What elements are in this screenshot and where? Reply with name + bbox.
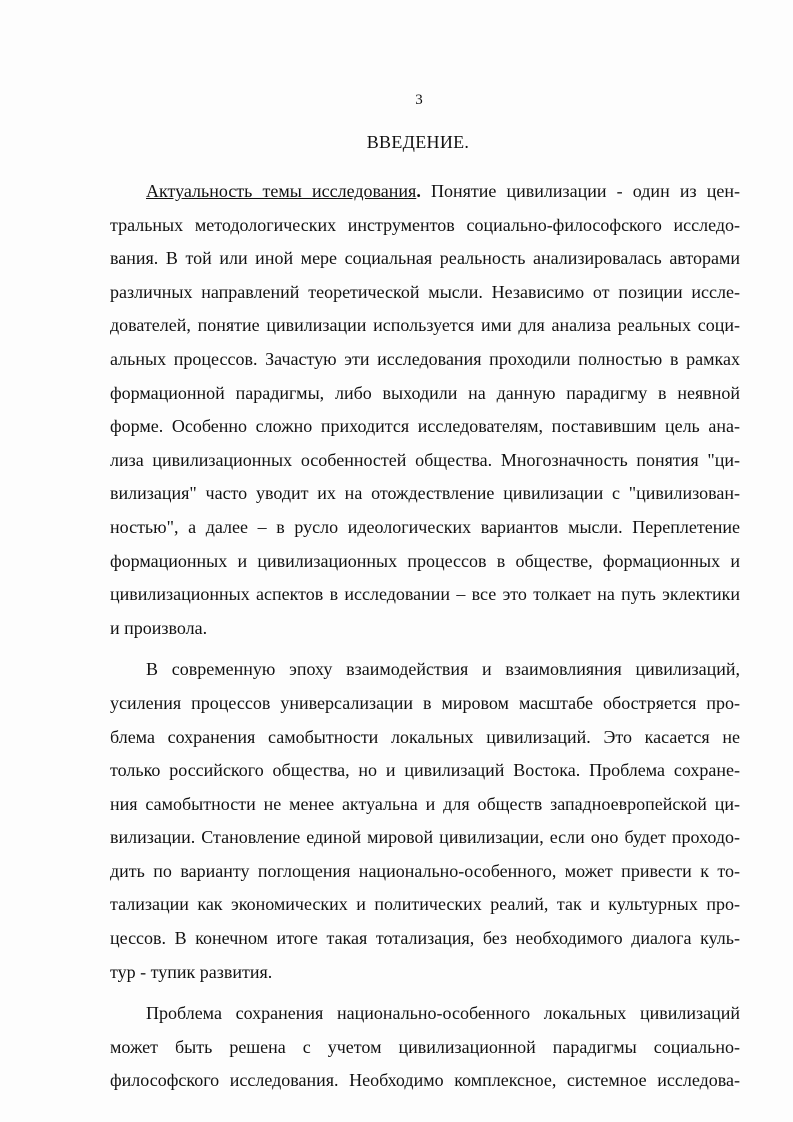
paragraph-3-line: Проблема сохранения национально-особенного локальных цивилизаций: [146, 1003, 740, 1024]
page-number: 3: [415, 92, 423, 108]
paragraph-1-line-1-rest: Понятие цивилизации - один из цен-: [420, 181, 740, 201]
paragraph-2-line: тализации как экономических и политических реалий, так и культурных про-: [110, 894, 740, 915]
paragraph-2-line: В современную эпоху взаимодействия и взаимовлияния цивилизаций,: [146, 659, 740, 680]
paragraph-2-line: цессов. В конечном итоге такая тотализация, без необходимого диалога куль-: [110, 928, 740, 949]
paragraph-3-line: может быть решена с учетом цивилизационной парадигмы социально-: [110, 1036, 740, 1057]
paragraph-1-line: форме. Особенно сложно приходится исследователям, поставившим цель ана-: [110, 416, 740, 437]
page-title: ВВЕДЕНИЕ.: [366, 132, 470, 152]
paragraph-2-line: только российского общества, но и цивилизаций Востока. Проблема сохране-: [110, 760, 740, 781]
paragraph-1-line: дователей, понятие цивилизации используется ими для анализа реальных соци-: [110, 315, 740, 336]
paragraph-2-line: усиления процессов универсализации в мировом масштабе обостряется про-: [110, 692, 740, 713]
paragraph-1-line: лиза цивилизационных особенностей общества. Многозначность понятия "ци-: [110, 449, 740, 470]
paragraph-2-line: блема сохранения самобытности локальных цивилизаций. Это касается не: [110, 726, 740, 747]
paragraph-1-last-line: и произвола.: [110, 617, 208, 638]
paragraph-2-line: вилизации. Становление единой мировой цивилизации, если оно будет проходо-: [110, 827, 740, 848]
paragraph-1-line: формационных и цивилизационных процессов в обществе, формационных и: [110, 550, 740, 571]
paragraph-3-line: философского исследования. Необходимо комплексное, системное исследова-: [110, 1070, 740, 1091]
heading-dot: .: [416, 181, 421, 201]
paragraph-1-line: тральных методологических инструментов социально-философского исследо-: [110, 214, 740, 235]
paragraph-1-line: ностью", а далее – в русло идеологических вариантов мысли. Переплетение: [110, 516, 740, 537]
paragraph-2-line: дить по варианту поглощения национально-особенного, может привести к то-: [110, 860, 740, 881]
topic-relevance-heading: Актуальность темы исследования: [146, 181, 417, 201]
paragraph-1-line: вилизация" часто уводит их на отождествление цивилизации с "цивилизован-: [110, 483, 740, 504]
paragraph-1-line: различных направлений теоретической мысли. Независимо от позиции иссле-: [110, 281, 740, 302]
body-text: [110, 175, 740, 1098]
paragraph-1-line-1: [110, 175, 740, 209]
paragraph-2-last-line: тур - тупик развития.: [110, 961, 273, 982]
paragraph-1-line: цивилизационных аспектов в исследовании – все это толкает на путь эклектики: [110, 584, 740, 605]
paragraph-1-line: альных процессов. Зачастую эти исследования проходили полностью в рамках: [110, 348, 740, 369]
paragraph-1-line: вания. В той или иной мере социальная реальность анализировалась авторами: [110, 248, 740, 269]
paragraph-1-line: формационной парадигмы, либо выходили на данную парадигму в неявной: [110, 382, 740, 403]
paragraph-2-line: ния самобытности не менее актуальна и для обществ западноевропейской ци-: [110, 793, 740, 814]
